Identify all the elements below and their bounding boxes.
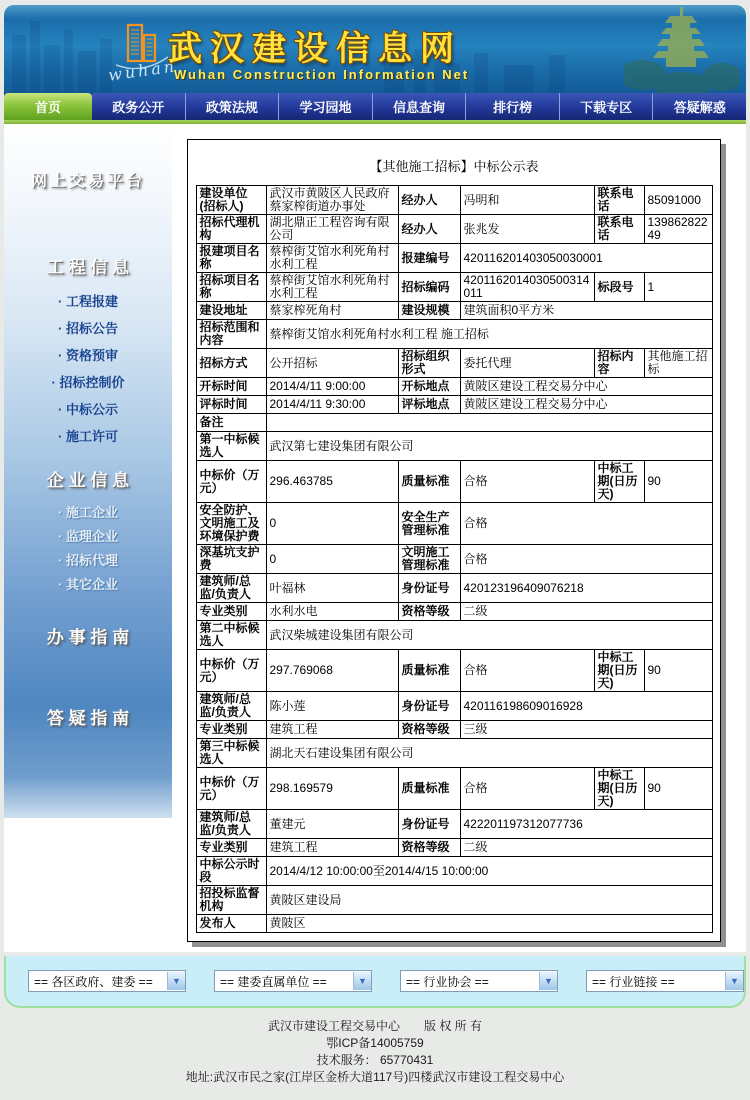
footer-tech-service: 技术服务： 65770431: [316, 1053, 434, 1067]
table-cell-value: 其他施工招标: [644, 349, 712, 378]
table-row: [196, 545, 712, 574]
table-cell-label: 招标内容: [594, 349, 644, 378]
table-cell-label: 开标地点: [398, 378, 460, 396]
dropdown-value: == 建委直属单位 ==: [220, 974, 327, 989]
table-cell-value: 合格: [460, 768, 594, 810]
table-cell-value: 1: [644, 273, 712, 302]
table-cell-value: 公开招标: [266, 349, 398, 378]
table-row: [196, 320, 712, 349]
sidebar-item-bid-publicity[interactable]: · 中标公示: [58, 402, 118, 417]
sidebar-header-qa-guide: 答 疑 指 南: [46, 709, 130, 728]
table-cell-value: 420123196409076218: [460, 574, 712, 603]
table-cell-value: 张兆发: [460, 215, 594, 244]
table-cell-value: 90: [644, 461, 712, 503]
table-cell-value: 黄陂区建设工程交易分中心: [460, 378, 712, 396]
nav-tab-learning[interactable]: 学习园地: [278, 93, 372, 120]
sidebar-header-enterprise-info: 企 业 信 息: [46, 471, 130, 490]
table-cell-label: 评标地点: [398, 396, 460, 414]
table-row: [196, 396, 712, 414]
wuhan-script-text: wuhan: [107, 56, 179, 85]
table-row: [196, 621, 712, 650]
table-cell-label: 中标价（万元）: [196, 650, 266, 692]
table-row: [196, 378, 712, 396]
table-cell-label: 招标编码: [398, 273, 460, 302]
table-cell-value: 合格: [460, 461, 594, 503]
table-cell-label: 安全生产管理标准: [398, 503, 460, 545]
table-cell-label: 第一中标候选人: [196, 432, 266, 461]
table-row: [196, 349, 712, 378]
yellow-crane-tower-icon: [624, 7, 740, 93]
table-row: [196, 186, 712, 215]
sidebar-header-project-info: 工 程 信 息: [46, 258, 130, 277]
table-cell-value: 2014/4/12 10:00:00至2014/4/15 10:00:00: [266, 857, 712, 886]
table-cell-value: 二级: [460, 603, 712, 621]
table-cell-label: 备注: [196, 414, 266, 432]
table-cell-value: [266, 414, 712, 432]
table-cell-value: 4201162014030500314011: [460, 273, 594, 302]
table-cell-label: 专业类别: [196, 603, 266, 621]
table-cell-label: 经办人: [398, 186, 460, 215]
table-cell-label: 招标组织形式: [398, 349, 460, 378]
table-cell-label: 建设地址: [196, 302, 266, 320]
table-cell-label: 质量标准: [398, 650, 460, 692]
dropdown-industry-links[interactable]: [586, 970, 744, 992]
dropdown-committee-units[interactable]: [214, 970, 372, 992]
table-cell-label: 资格等级: [398, 839, 460, 857]
table-cell-value: 陈小莲: [266, 692, 398, 721]
bottom-links-panel: [4, 956, 746, 1008]
table-cell-value: 黄陂区建设工程交易分中心: [460, 396, 712, 414]
table-cell-label: 中标工期(日历天): [594, 461, 644, 503]
table-cell-label: 建筑师/总监/负责人: [196, 692, 266, 721]
table-row: [196, 273, 712, 302]
table-cell-value: 建筑工程: [266, 721, 398, 739]
table-cell-value: 296.463785: [266, 461, 398, 503]
table-cell-label: 中标价（万元）: [196, 768, 266, 810]
table-cell-label: 经办人: [398, 215, 460, 244]
chevron-down-icon[interactable]: ▼: [353, 972, 371, 990]
dropdown-industry-assoc[interactable]: [400, 970, 558, 992]
footer-copyright: 武汉市建设工程交易中心 版 权 所 有: [267, 1019, 482, 1033]
table-cell-value: 武汉第七建设集团有限公司: [266, 432, 712, 461]
table-row: [196, 839, 712, 857]
table-cell-value: 422201197312077736: [460, 810, 712, 839]
dropdown-district-gov[interactable]: [28, 970, 186, 992]
table-cell-label: 中标工期(日历天): [594, 650, 644, 692]
site-subtitle: Wuhan Construction Information Net: [174, 67, 470, 82]
table-row: [196, 574, 712, 603]
table-row: [196, 215, 712, 244]
table-cell-label: 报建编号: [398, 244, 460, 273]
table-cell-label: 招投标监督机构: [196, 886, 266, 915]
nav-tab-home[interactable]: 首页: [4, 93, 92, 120]
footer-address: 地址:武汉市民之家(江岸区金桥大道117号)四楼武汉市建设工程交易中心: [185, 1070, 565, 1084]
table-cell-label: 身份证号: [398, 810, 460, 839]
table-cell-value: 冯明和: [460, 186, 594, 215]
table-cell-label: 建设单位 (招标人): [196, 186, 266, 215]
table-cell-value: 董建元: [266, 810, 398, 839]
table-cell-value: 合格: [460, 503, 712, 545]
table-cell-value: 2014/4/11 9:30:00: [266, 396, 398, 414]
table-cell-value: 420116198609016928: [460, 692, 712, 721]
table-cell-label: 身份证号: [398, 692, 460, 721]
table-cell-value: 85091000: [644, 186, 712, 215]
table-row: [196, 650, 712, 692]
bid-publicity-table: [196, 185, 713, 933]
table-cell-label: 建筑师/总监/负责人: [196, 810, 266, 839]
table-row: [196, 414, 712, 432]
table-row: [196, 886, 712, 915]
table-cell-value: 水利水电: [266, 603, 398, 621]
table-row: [196, 768, 712, 810]
table-cell-label: 建筑师/总监/负责人: [196, 574, 266, 603]
table-cell-value: 2014/4/11 9:00:00: [266, 378, 398, 396]
table-cell-value: 298.169579: [266, 768, 398, 810]
table-cell-value: 蔡榨街艾馆水利死角村水利工程: [266, 273, 398, 302]
table-cell-value: 0: [266, 503, 398, 545]
sidebar: [4, 124, 172, 818]
table-cell-label: 第三中标候选人: [196, 739, 266, 768]
table-cell-label: 专业类别: [196, 839, 266, 857]
table-cell-label: 招标方式: [196, 349, 266, 378]
sidebar-item-other-enterprise[interactable]: · 其它企业: [58, 577, 118, 592]
table-cell-value: 武汉市黄陂区人民政府蔡家榨街道办事处: [266, 186, 398, 215]
table-cell-value: 90: [644, 768, 712, 810]
table-cell-label: 深基坑支护费: [196, 545, 266, 574]
table-cell-value: 湖北天石建设集团有限公司: [266, 739, 712, 768]
sidebar-item-construction-permit[interactable]: · 施工许可: [58, 429, 118, 444]
table-row: [196, 739, 712, 768]
dropdown-value: == 行业协会 ==: [406, 974, 489, 989]
table-cell-value: 委托代理: [460, 349, 594, 378]
table-row: [196, 503, 712, 545]
nav-bar: [4, 93, 746, 120]
table-row: [196, 857, 712, 886]
table-cell-value: 蔡家榨死角村: [266, 302, 398, 320]
content-area: [4, 124, 746, 952]
table-cell-value: 黄陂区建设局: [266, 886, 712, 915]
chevron-down-icon[interactable]: ▼: [539, 972, 557, 990]
table-cell-label: 文明施工管理标准: [398, 545, 460, 574]
table-cell-value: 蔡榨街艾馆水利死角村水利工程: [266, 244, 398, 273]
table-row: [196, 692, 712, 721]
sidebar-item-qualification-review[interactable]: · 资格预审: [58, 348, 118, 363]
page-title: 【其他施工招标】中标公示表: [369, 159, 539, 174]
table-cell-label: 第二中标候选人: [196, 621, 266, 650]
bid-table-body: [196, 186, 712, 933]
table-cell-value: 90: [644, 650, 712, 692]
table-cell-label: 招标项目名称: [196, 273, 266, 302]
table-cell-value: 合格: [460, 545, 712, 574]
table-cell-value: 叶福林: [266, 574, 398, 603]
table-row: [196, 603, 712, 621]
sidebar-item-bid-notice[interactable]: · 招标公告: [58, 321, 118, 336]
sidebar-item-construction-enterprise[interactable]: · 施工企业: [58, 505, 118, 520]
table-cell-label: 质量标准: [398, 768, 460, 810]
table-cell-value: 297.769068: [266, 650, 398, 692]
content-panel: [187, 139, 721, 942]
nav-tab-qa[interactable]: 答疑解惑: [652, 93, 746, 120]
nav-tab-download[interactable]: 下载专区: [559, 93, 653, 120]
sidebar-item-project-register[interactable]: · 工程报建: [58, 294, 118, 309]
footer: [0, 1008, 750, 1100]
table-row: [196, 432, 712, 461]
table-cell-label: 评标时间: [196, 396, 266, 414]
nav-tab-info-query[interactable]: 信息查询: [372, 93, 466, 120]
nav-tab-policy[interactable]: 政策法规: [185, 93, 279, 120]
sidebar-item-bid-agency[interactable]: · 招标代理: [58, 553, 118, 568]
sidebar-platform-title: 网上交易平台: [30, 173, 145, 190]
dropdown-value: == 各区政府、建委 ==: [34, 974, 153, 989]
footer-icp-number: 鄂ICP备14005759: [326, 1036, 424, 1050]
nav-tab-ranking[interactable]: 排行榜: [465, 93, 559, 120]
table-cell-label: 资格等级: [398, 603, 460, 621]
table-cell-value: 二级: [460, 839, 712, 857]
table-cell-value: 建筑工程: [266, 839, 398, 857]
table-cell-value: 武汉柴城建设集团有限公司: [266, 621, 712, 650]
table-cell-label: 专业类别: [196, 721, 266, 739]
table-cell-label: 报建项目名称: [196, 244, 266, 273]
table-cell-label: 开标时间: [196, 378, 266, 396]
table-cell-value: 蔡榨街艾馆水利死角村水利工程 施工招标: [266, 320, 712, 349]
nav-tab-gov-open[interactable]: 政务公开: [92, 93, 185, 120]
site-title: 武汉建设信息网: [168, 30, 462, 68]
table-cell-label: 联系电话: [594, 215, 644, 244]
table-cell-label: 建设规模: [398, 302, 460, 320]
table-cell-value: 湖北鼎正工程咨询有限公司: [266, 215, 398, 244]
table-cell-value: 黄陂区: [266, 915, 712, 933]
table-cell-label: 中标公示时段: [196, 857, 266, 886]
table-cell-label: 资格等级: [398, 721, 460, 739]
table-cell-label: 标段号: [594, 273, 644, 302]
sidebar-header-service-guide: 办 事 指 南: [46, 628, 130, 647]
table-row: [196, 810, 712, 839]
sidebar-item-bid-control-price[interactable]: · 招标控制价: [51, 375, 125, 390]
table-cell-value: 420116201403050030001: [460, 244, 712, 273]
table-cell-value: 合格: [460, 650, 594, 692]
table-cell-value: 13986282249: [644, 215, 712, 244]
table-row: [196, 461, 712, 503]
table-cell-label: 发布人: [196, 915, 266, 933]
table-cell-value: 0: [266, 545, 398, 574]
chevron-down-icon[interactable]: ▼: [167, 972, 185, 990]
table-cell-label: 安全防护、文明施工及环境保护费: [196, 503, 266, 545]
table-cell-label: 招标代理机构: [196, 215, 266, 244]
table-row: [196, 244, 712, 273]
table-row: [196, 915, 712, 933]
table-row: [196, 721, 712, 739]
table-cell-label: 中标工期(日历天): [594, 768, 644, 810]
table-cell-label: 质量标准: [398, 461, 460, 503]
table-cell-label: 招标范围和内容: [196, 320, 266, 349]
table-cell-label: 联系电话: [594, 186, 644, 215]
sidebar-item-supervision-enterprise[interactable]: · 监理企业: [58, 529, 118, 544]
chevron-down-icon[interactable]: ▼: [725, 972, 743, 990]
table-cell-value: 三级: [460, 721, 712, 739]
dropdown-value: == 行业链接 ==: [592, 974, 675, 989]
table-cell-label: 中标价（万元）: [196, 461, 266, 503]
table-cell-value: 建筑面积0平方米: [460, 302, 712, 320]
table-row: [196, 302, 712, 320]
table-cell-label: 身份证号: [398, 574, 460, 603]
site-banner: [4, 5, 746, 93]
